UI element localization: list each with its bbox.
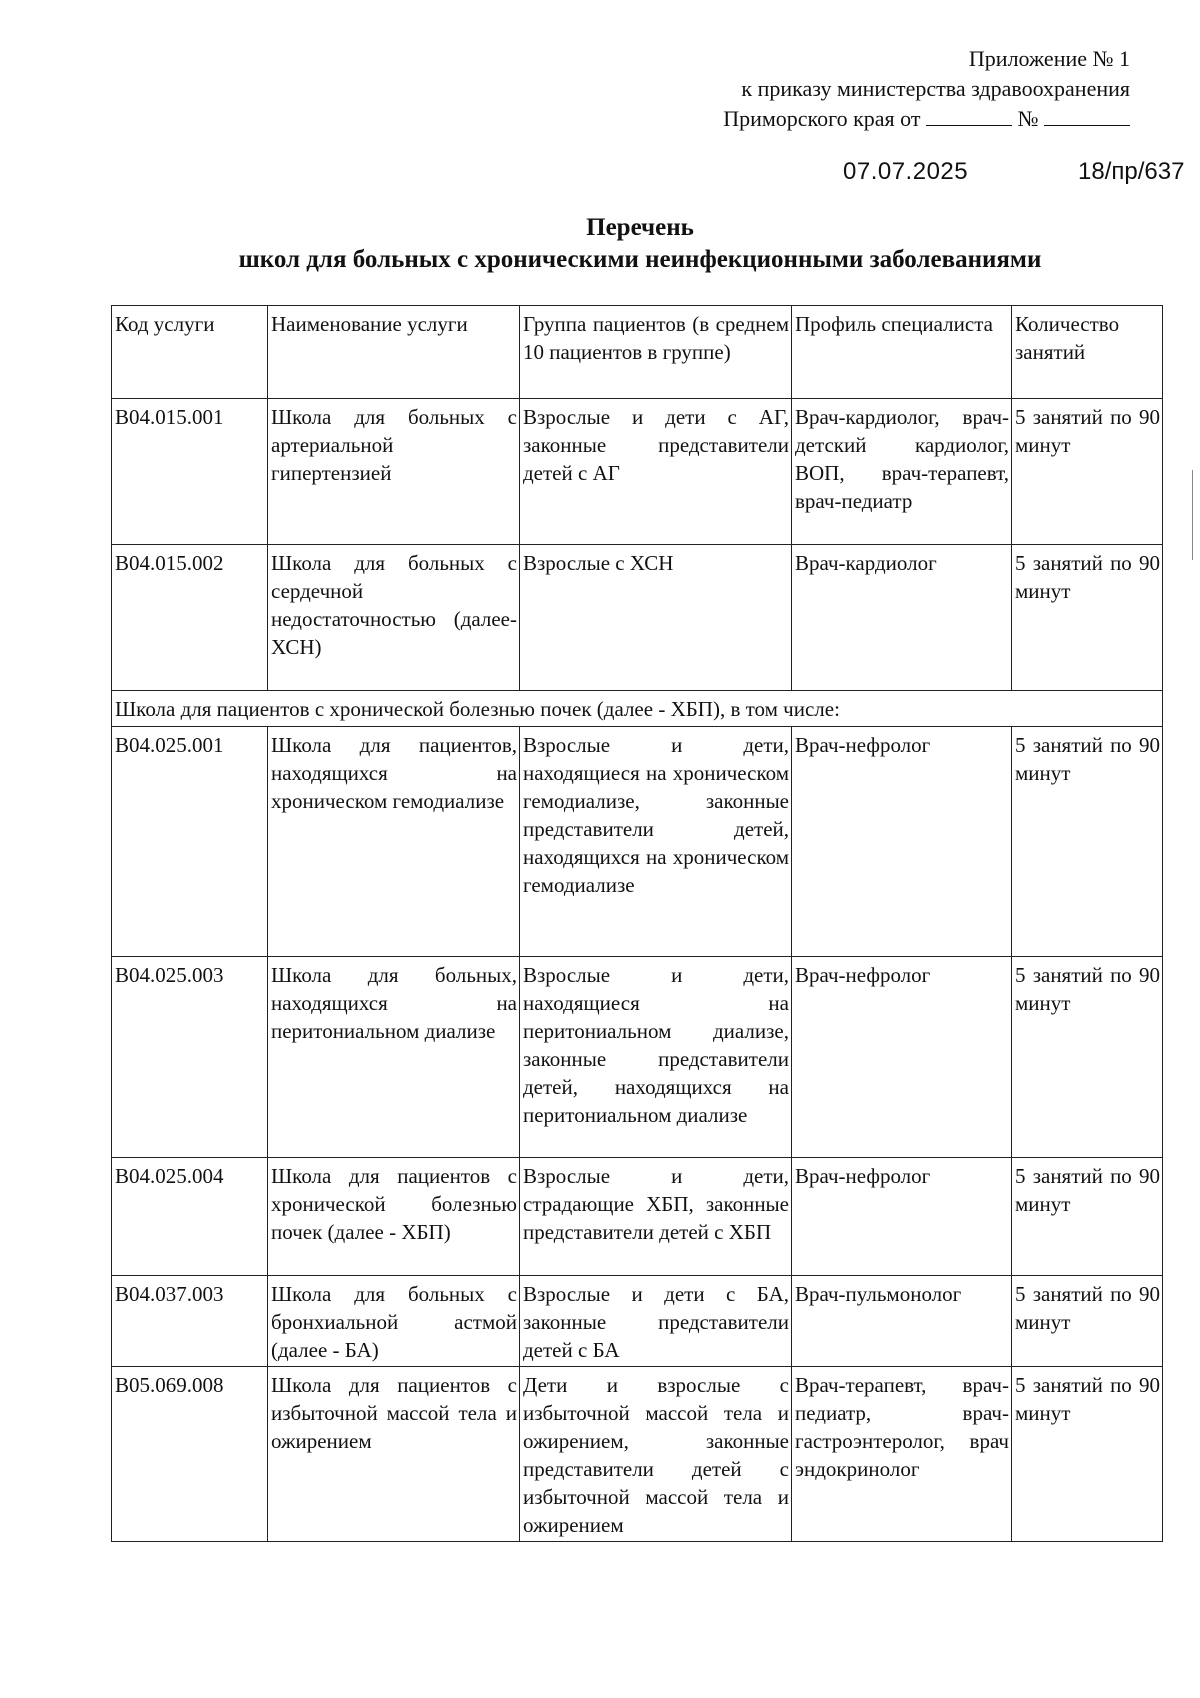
cell-code: B04.037.003 bbox=[112, 1276, 268, 1367]
cell-name: Школа для пациентов с хронической болезнью почек (далее - ХБП) bbox=[268, 1158, 520, 1276]
cell-code: B04.025.004 bbox=[112, 1158, 268, 1276]
date-blank bbox=[926, 105, 1012, 126]
header-cell-group: Группа пациентов (в среднем 10 пациентов в группе) bbox=[520, 306, 792, 399]
cell-group: Взрослые и дети с БА, законные представители детей с БА bbox=[520, 1276, 792, 1367]
schools-table bbox=[111, 305, 1163, 1542]
cell-name: Школа для пациентов, находящихся на хроническом гемодиализе bbox=[268, 727, 520, 957]
cell-count: 5 занятий по 90 минут bbox=[1012, 1158, 1163, 1276]
cell-name: Школа для больных с артериальной гипертензией bbox=[268, 399, 520, 545]
cell-group: Взрослые и дети, находящиеся на хроническом гемодиализе, законные представители детей, находящихся на хроническом гемодиализе bbox=[520, 727, 792, 957]
table-row bbox=[112, 957, 1163, 1158]
cell-name: Школа для больных с сердечной недостаточностью (далее- ХСН) bbox=[268, 545, 520, 691]
cell-group: Взрослые и дети с АГ, законные представители детей с АГ bbox=[520, 399, 792, 545]
cell-count: 5 занятий по 90 минут bbox=[1012, 1367, 1163, 1542]
cell-group: Взрослые и дети, находящиеся на перитониальном диализе, законные представители детей, находящихся на перитониальном диализе bbox=[520, 957, 792, 1158]
cell-profile: Врач-нефролог bbox=[792, 727, 1012, 957]
order-reference: к приказу министерства здравоохранения bbox=[741, 76, 1130, 101]
table-row bbox=[112, 1276, 1163, 1367]
table-row bbox=[112, 727, 1163, 957]
header-cell-code: Код услуги bbox=[112, 306, 268, 399]
cell-profile: Врач-кардиолог bbox=[792, 545, 1012, 691]
appendix-header bbox=[690, 44, 1130, 134]
header-cell-name: Наименование услуги bbox=[268, 306, 520, 399]
cell-profile: Врач-терапевт, врач-педиатр, врач-гастроэнтеролог, врач эндокринолог bbox=[792, 1367, 1012, 1542]
cell-group: Взрослые с ХСН bbox=[520, 545, 792, 691]
cell-count: 5 занятий по 90 минут bbox=[1012, 399, 1163, 545]
cell-name: Школа для пациентов с избыточной массой тела и ожирением bbox=[268, 1367, 520, 1542]
cell-profile: Врач-пульмонолог bbox=[792, 1276, 1012, 1367]
number-blank bbox=[1044, 105, 1130, 126]
cell-group: Дети и взрослые с избыточной массой тела и ожирением, законные представители детей с избыточной массой тела и ожирением bbox=[520, 1367, 792, 1542]
header-cell-profile: Профиль специалиста bbox=[792, 306, 1012, 399]
table-header-row bbox=[112, 306, 1163, 399]
cell-group: Взрослые и дети, страдающие ХБП, законные представители детей с ХБП bbox=[520, 1158, 792, 1276]
cell-count: 5 занятий по 90 минут bbox=[1012, 957, 1163, 1158]
cell-code: B05.069.008 bbox=[112, 1367, 268, 1542]
header-cell-count: Количество занятий bbox=[1012, 306, 1163, 399]
cell-count: 5 занятий по 90 минут bbox=[1012, 545, 1163, 691]
cell-profile: Врач-нефролог bbox=[792, 1158, 1012, 1276]
cell-code: B04.025.001 bbox=[112, 727, 268, 957]
table-row bbox=[112, 545, 1163, 691]
cell-code: B04.015.002 bbox=[112, 545, 268, 691]
registration-number: 18/пр/637 bbox=[1078, 158, 1185, 185]
cell-profile: Врач-нефролог bbox=[792, 957, 1012, 1158]
cell-code: B04.025.003 bbox=[112, 957, 268, 1158]
cell-profile: Врач-кардиолог, врач-детский кардиолог, ВОП, врач-терапевт, врач-педиатр bbox=[792, 399, 1012, 545]
section-row bbox=[112, 691, 1163, 727]
cell-name: Школа для больных, находящихся на перитониальном диализе bbox=[268, 957, 520, 1158]
order-date-line: Приморского края от № bbox=[690, 104, 1130, 134]
table-row bbox=[112, 399, 1163, 545]
registration-date: 07.07.2025 bbox=[843, 158, 969, 185]
scan-edge-mark bbox=[1192, 470, 1193, 560]
document-subtitle: школ для больных с хроническими неинфекционными заболеваниями bbox=[238, 246, 1042, 273]
cell-code: B04.015.001 bbox=[112, 399, 268, 545]
appendix-number: Приложение № 1 bbox=[968, 46, 1130, 71]
section-title: Школа для пациентов с хронической болезнью почек (далее - ХБП), в том числе: bbox=[112, 691, 1163, 727]
table-row bbox=[112, 1158, 1163, 1276]
table-row bbox=[112, 1367, 1163, 1542]
cell-count: 5 занятий по 90 минут bbox=[1012, 1276, 1163, 1367]
cell-name: Школа для больных с бронхиальной астмой (далее - БА) bbox=[268, 1276, 520, 1367]
cell-count: 5 занятий по 90 минут bbox=[1012, 727, 1163, 957]
document-title: Перечень bbox=[586, 214, 694, 241]
